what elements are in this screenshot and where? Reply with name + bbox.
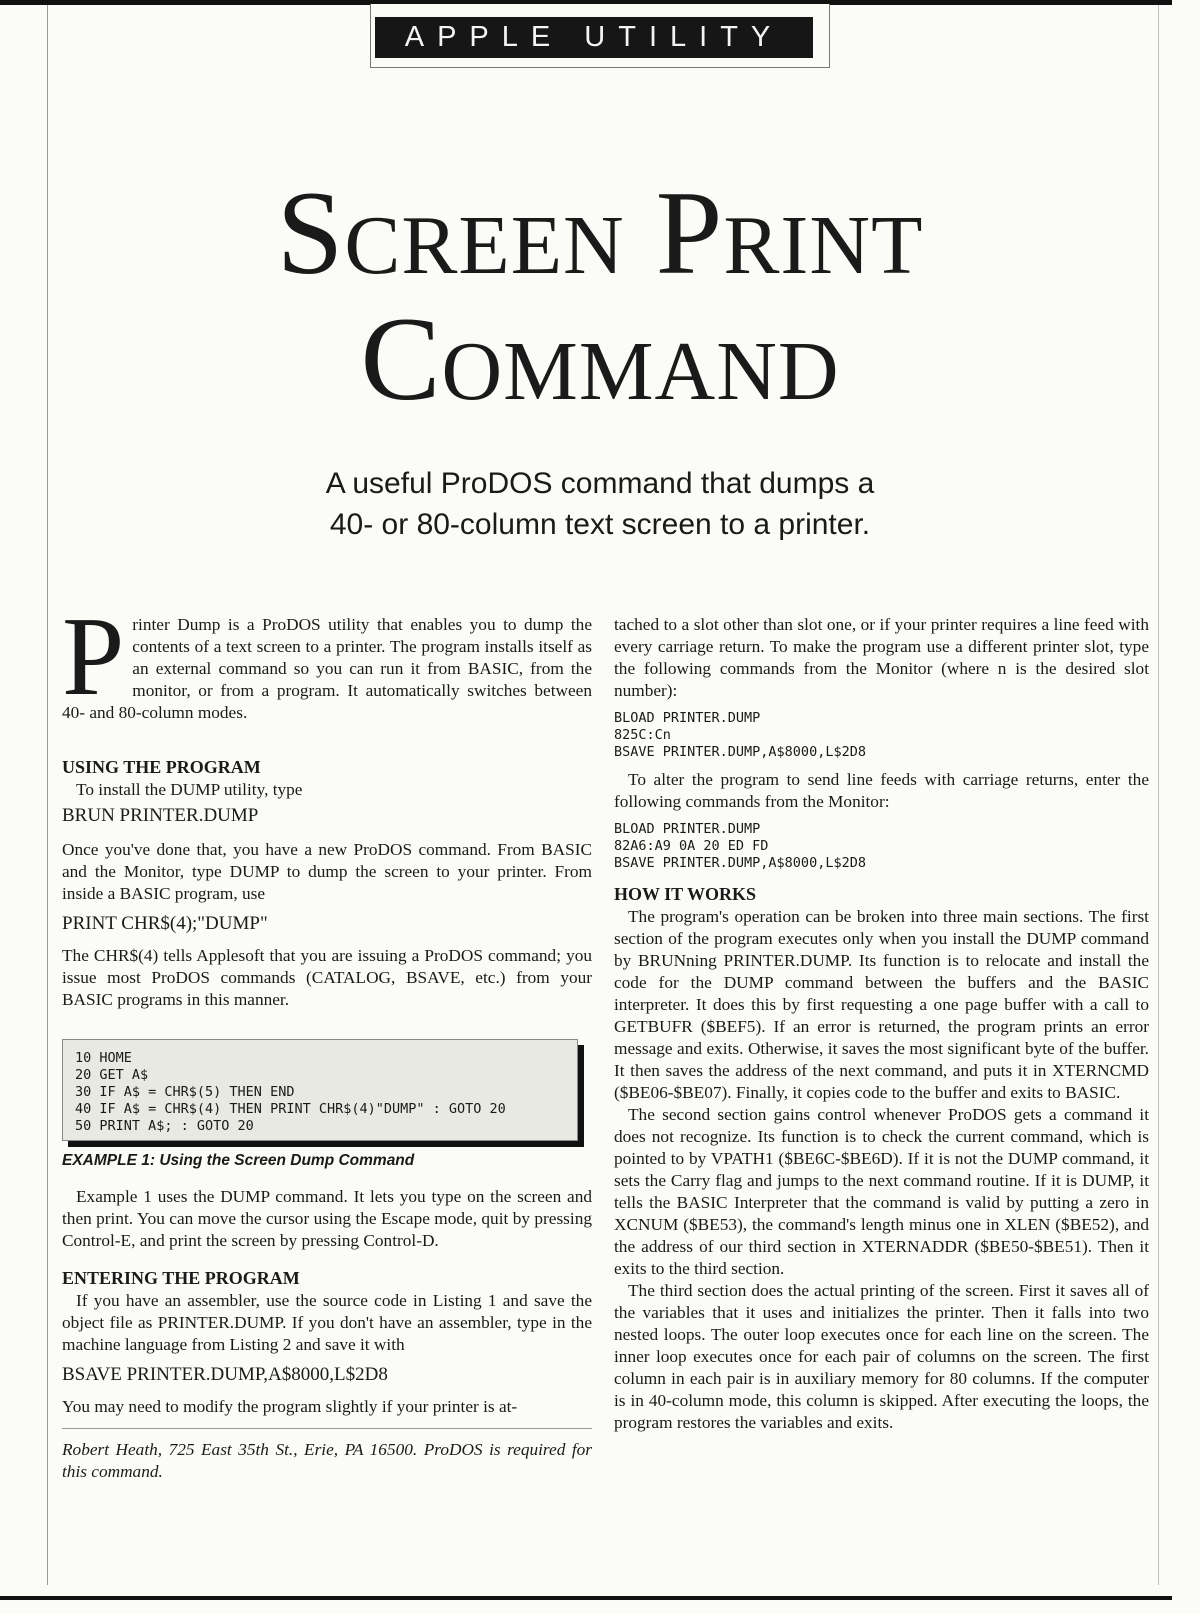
article-title-line2: Command — [360, 292, 840, 425]
intro-paragraph — [62, 595, 592, 724]
col2-paragraph-4: The second section gains control whenever ProDOS gets a command it does not recognize. Its function is to check the current command, which is pointed to by VPATH1 ($BE6C-$BE6D). If it is not the DUMP command, it sets the Carry flag and jumps to the next command routine. If it is DUMP, it tells the BASIC Interpreter that the command is valid by putting a zero in XCNUM ($BE53), the command's length minus one in XLEN ($BE52), and the address of our third section in XTERNADDR ($BE50-$BE51). Then it exits to the third section. — [614, 1105, 1149, 1278]
col2-paragraph-5: The third section does the actual printing of the screen. First it saves all of the variables that it uses and initializes the printer. Then it falls into two nested loops. The outer loop executes once for each line on the screen. The inner loop executes once for each pair of columns on the screen. The first column in each pair is in auxiliary memory for 80 columns. If the computer is in 40-column mode, this column is skipped. After executing the loops, the program restores the variables and exits. — [614, 1281, 1149, 1432]
subtitle-line2: 40- or 80-column text screen to a printer. — [329, 508, 871, 541]
article-title-line1: Screen Print — [276, 166, 924, 299]
example-description: Example 1 uses the DUMP command. It lets you type on the screen and then print. You can move the cursor using the Escape mode, quit by pressing Control-E, and print the screen by pressing Control-D. — [62, 1187, 592, 1250]
example-listing-box — [62, 1039, 578, 1141]
drop-cap: P — [62, 595, 125, 719]
bottom-rule — [0, 1596, 1172, 1600]
left-column — [62, 595, 592, 1483]
using-paragraph-1: To install the DUMP utility, type — [76, 780, 303, 799]
code-line: 82A6:A9 0A 20 ED FD — [614, 838, 769, 854]
heading-using-the-program: USING THE PROGRAM — [62, 757, 261, 777]
article-subtitle — [200, 463, 1000, 545]
code-line: BSAVE PRINTER.DUMP,A$8000,L$2D8 — [614, 744, 866, 760]
entering-paragraph-1: If you have an assembler, use the source code in Listing 1 and save the object file as PRINTER.DUMP. If you don't have an assembler, type in the machine language from Listing 2 and save it with — [62, 1291, 592, 1354]
col2-paragraph-3: The program's operation can be broken into three main sections. The first section of the program executes only when you install the DUMP command by BRUNning PRINTER.DUMP. Its function is to relocate and install the code for the DUMP command between the buffers and the BASIC interpreter. It does this by first requesting a one page buffer with a call to GETBUFR ($BEF5). If an error is returned, the program prints an error message and exits. Otherwise, it saves the most significant byte of the buffer. It then saves the address of the next command, and puts it in XTERNCMD ($BE06-$BE07). Finally, it copies code to the buffer and exits to BASIC. — [614, 907, 1149, 1102]
code-line: 825C:Cn — [614, 727, 671, 743]
entering-paragraph-2: You may need to modify the program slightly if your printer is at- — [62, 1397, 518, 1416]
right-column — [614, 614, 1149, 1434]
code-line: 40 IF A$ = CHR$(4) THEN PRINT CHR$(4)"DUMP" : GOTO 20 — [75, 1101, 506, 1117]
monitor-code-2 — [614, 821, 1149, 872]
section-label: APPLE UTILITY — [375, 17, 813, 58]
monitor-code-1 — [614, 710, 1149, 761]
example-listing — [62, 1039, 592, 1146]
command-brun: BRUN PRINTER.DUMP — [62, 805, 259, 826]
example-caption: EXAMPLE 1: Using the Screen Dump Command — [62, 1152, 415, 1169]
heading-entering-the-program: ENTERING THE PROGRAM — [62, 1268, 300, 1288]
article-title — [0, 166, 1200, 425]
code-line: 50 PRINT A$; : GOTO 20 — [75, 1118, 254, 1134]
command-print-chr: PRINT CHR$(4);"DUMP" — [62, 913, 268, 934]
example-code — [75, 1050, 506, 1135]
code-line: BLOAD PRINTER.DUMP — [614, 710, 761, 726]
code-line: BSAVE PRINTER.DUMP,A$8000,L$2D8 — [614, 855, 866, 871]
col2-paragraph-1: tached to a slot other than slot one, or if your printer requires a line feed with every carriage return. To make the program use a different printer slot, type the following commands from the Monitor (where n is the desired slot number): — [614, 615, 1149, 700]
col2-paragraph-2: To alter the program to send line feeds with carriage returns, enter the following commands from the Monitor: — [614, 770, 1149, 811]
command-bsave: BSAVE PRINTER.DUMP,A$8000,L$2D8 — [62, 1364, 388, 1385]
code-line: 30 IF A$ = CHR$(5) THEN END — [75, 1084, 295, 1100]
using-paragraph-3: The CHR$(4) tells Applesoft that you are issuing a ProDOS command; you issue most ProDOS commands (CATALOG, BSAVE, etc.) from your BASIC programs in this manner. — [62, 946, 592, 1009]
code-line: 10 HOME — [75, 1050, 132, 1066]
author-byline: Robert Heath, 725 East 35th St., Erie, PA 16500. ProDOS is required for this command. — [62, 1440, 592, 1481]
code-line: BLOAD PRINTER.DUMP — [614, 821, 761, 837]
code-line: 20 GET A$ — [75, 1067, 149, 1083]
using-paragraph-2: Once you've done that, you have a new ProDOS command. From BASIC and the Monitor, type DUMP to dump the screen to your printer. From inside a BASIC program, use — [62, 840, 592, 903]
subtitle-line1: A useful ProDOS command that dumps a — [325, 467, 875, 500]
byline-rule — [62, 1428, 592, 1429]
heading-how-it-works: HOW IT WORKS — [614, 884, 757, 904]
intro-text: rinter Dump is a ProDOS utility that enables you to dump the contents of a text screen to a printer. The program installs itself as an external command so you can run it from BASIC, from the monitor, or from a program. It automatically switches between 40- and 80-column modes. — [62, 615, 592, 722]
